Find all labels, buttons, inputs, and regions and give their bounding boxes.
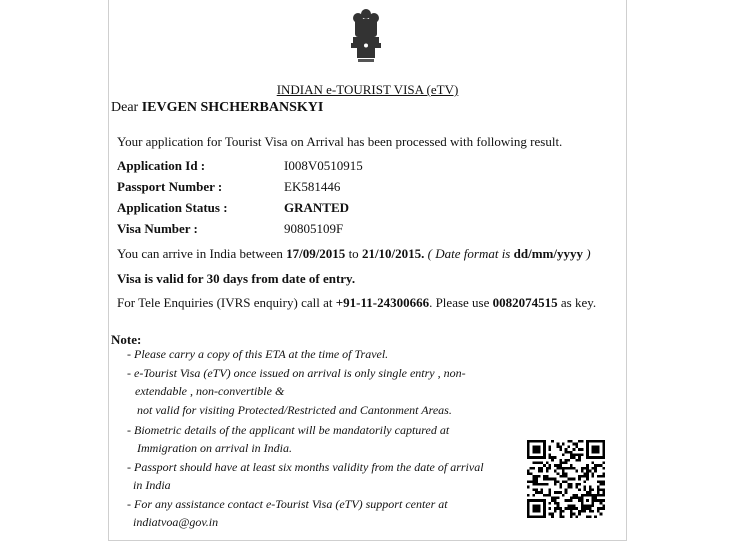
note-line-6: Immigration on arrival in India. (137, 441, 292, 455)
enquiry-phone: +91-11-24300666 (335, 295, 430, 310)
application-id-label: Application Id : (117, 158, 206, 173)
note-line-10: indiatvoa@gov.in (133, 515, 219, 529)
enquiry-middle: . Please use (429, 295, 493, 310)
note-heading: Note: (111, 332, 142, 347)
document-title: INDIAN e-TOURIST VISA (eTV) (276, 82, 459, 97)
passport-number-label: Passport Number : (117, 179, 223, 194)
enquiry-prefix: For Tele Enquiries (IVRS enquiry) call at (117, 295, 336, 310)
applicant-name: IEVGEN SHCHERBANSKYI (141, 100, 324, 115)
visa-document (108, 0, 627, 541)
intro-text: Your application for Tourist Visa on Arrival has been processed with following result. (117, 134, 563, 149)
date-format-note: ( Date format is (424, 246, 514, 261)
arrival-window (117, 246, 591, 262)
note-line-3: extendable , non-convertible & (135, 384, 285, 398)
enquiry-text (117, 295, 596, 311)
note-line-7: - Passport should have at least six months validity from the date of arrival (127, 460, 484, 474)
passport-number-value: EK581446 (284, 179, 341, 194)
application-id-value: I008V0510915 (284, 158, 363, 173)
greeting-prefix: Dear (111, 100, 142, 115)
note-line-2: - e-Tourist Visa (eTV) once issued on arrival is only single entry , non- (127, 366, 466, 380)
national-emblem-icon (346, 6, 386, 64)
application-status-value: GRANTED (284, 200, 350, 215)
note-line-1: - Please carry a copy of this ETA at the time of Travel. (127, 347, 389, 361)
arrival-from-date: 17/09/2015 (286, 246, 346, 261)
visa-number-label: Visa Number : (117, 221, 198, 236)
visa-number-value: 90805109F (284, 221, 344, 236)
note-line-4: not valid for visiting Protected/Restricted and Cantonment Areas. (137, 403, 452, 417)
arrival-prefix: You can arrive in India between (117, 246, 287, 261)
note-line-9: - For any assistance contact e-Tourist Visa (eTV) support center at (127, 497, 448, 511)
arrival-to-word: to (345, 246, 362, 261)
validity-text: Visa is valid for 30 days from date of entry. (117, 271, 356, 286)
note-line-8: in India (133, 478, 171, 492)
date-format-end: ) (582, 246, 591, 261)
note-line-5: - Biometric details of the applicant will be mandatorily captured at (127, 423, 450, 437)
qr-code-icon (527, 440, 605, 518)
arrival-to-date: 21/10/2015. (361, 246, 425, 261)
application-status-label: Application Status : (117, 200, 228, 215)
greeting (111, 100, 323, 116)
enquiry-suffix: as key. (557, 295, 597, 310)
enquiry-key: 0082074515 (492, 295, 558, 310)
date-format: dd/mm/yyyy (513, 246, 583, 261)
